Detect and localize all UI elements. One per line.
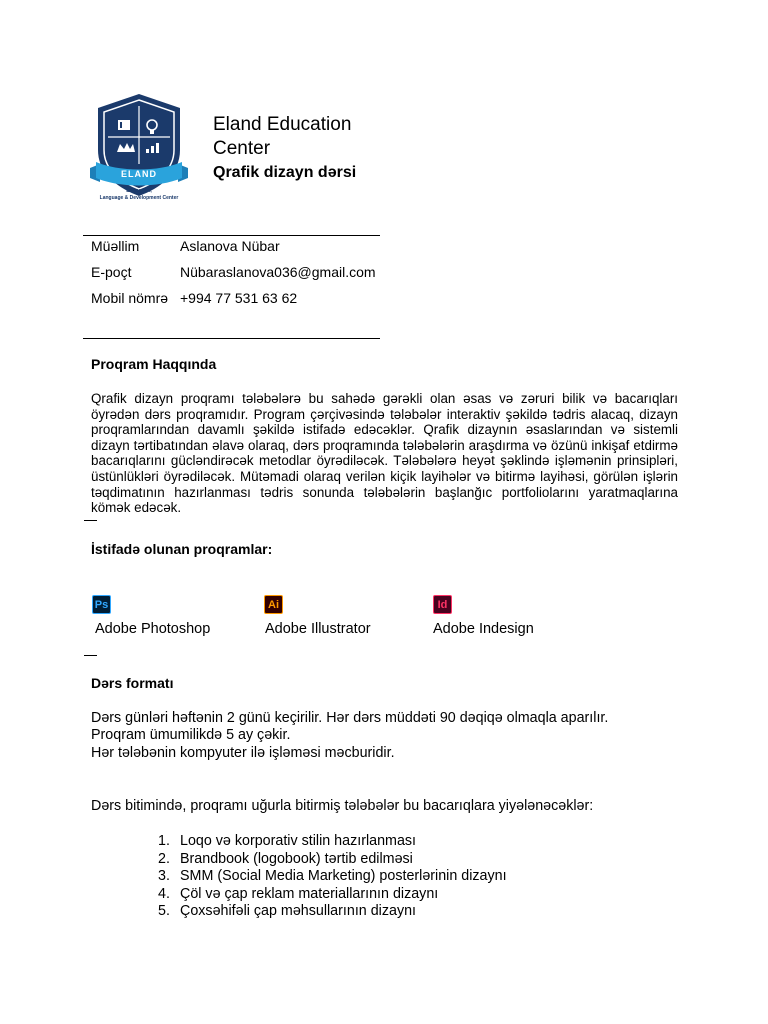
outcomes-intro: Dərs bitimində, proqramı uğurla bitirmiş tələbələr bu bacarıqlara yiyələnəcəklər:	[91, 798, 594, 814]
course-subtitle: Qrafik dizayn dərsi	[213, 164, 357, 181]
outcomes-list	[158, 833, 507, 921]
teacher-value: Aslanova Nübar	[180, 238, 280, 254]
table-bottom-divider	[83, 338, 380, 339]
format-heading: Dərs formatı	[91, 675, 174, 691]
logo-tagline-2: Language & Development Center	[99, 195, 179, 201]
margin-mark	[84, 520, 97, 521]
logo-brand-text: ELAND	[121, 169, 157, 179]
indesign-icon: Id	[433, 595, 452, 614]
list-item	[158, 833, 507, 851]
list-number: 2.	[158, 850, 170, 867]
list-text: Çöl və çap reklam materiallarının dizaynı	[180, 885, 439, 902]
logo-tagline-1: Education,	[126, 188, 152, 194]
list-item	[158, 868, 507, 886]
software-heading: İstifadə olunan proqramlar:	[91, 541, 273, 557]
illustrator-icon: Ai	[264, 595, 283, 614]
list-number: 5.	[158, 903, 170, 920]
list-text: Çoxsəhifəli çap məhsullarının dizaynı	[180, 903, 417, 920]
table-top-divider	[83, 235, 380, 236]
list-item	[158, 903, 507, 921]
photoshop-icon: Ps	[92, 595, 111, 614]
email-label: E-poçt	[91, 264, 132, 280]
list-number: 3.	[158, 868, 170, 885]
margin-mark	[84, 655, 97, 656]
teacher-label: Müəllim	[91, 238, 140, 254]
list-text: Loqo və korporativ stilin hazırlanması	[180, 833, 417, 849]
format-line-3: Hər tələbənin kompyuter ilə işləməsi məcburidir.	[91, 745, 395, 761]
photoshop-label: Adobe Photoshop	[95, 621, 211, 637]
email-value: Nübaraslanova036@gmail.com	[180, 264, 376, 280]
eland-logo	[90, 92, 188, 204]
phone-value: +994 77 531 63 62	[180, 290, 298, 306]
page-title: Eland Education Center	[213, 114, 352, 159]
indesign-label: Adobe Indesign	[433, 621, 534, 637]
format-line-1: Dərs günləri həftənin 2 günü keçirilir. Hər dərs müddəti 90 dəqiqə olmaqla aparılır.	[91, 710, 609, 726]
list-number: 1.	[158, 833, 170, 849]
list-item	[158, 886, 507, 904]
about-paragraph: Qrafik dizayn proqramı tələbələrə bu sahədə gərəkli olan əsas və zəruri bilik və bacarıqları öyrədən dərs proqramıdır. Program çərçivəsində tələbələr interaktiv şəkildə tədris alacaq, dizayn proqramlarından davamlı şəkildə istifadə edəcəklər. Qrafik dizaynın əsaslarından və sistemli dizayn tərtibatından əlavə olaraq, dərs proqramında tələbələrin araşdırma və özünü inkişaf etdirmə bacarıqlarını gücləndirəcək metodlar öyrədiləcək. Tələbələrə heyət şəklində işləmənin prinsipləri, üstünlükləri öyrədiləcək. Mütəmadi olaraq verilən kiçik layihələr və bitirmə layihəsi, görülən işlərin təqdimatının hazırlanması tədris sonunda tələbələrin başlanğıc portfoliolarını yaratmaqlarına kömək edəcək.	[91, 391, 678, 516]
list-text: Brandbook (logobook) tərtib edilməsi	[180, 850, 413, 867]
list-text: SMM (Social Media Marketing) posterlərinin dizaynı	[180, 868, 507, 885]
list-number: 4.	[158, 885, 170, 902]
illustrator-label: Adobe Illustrator	[265, 621, 371, 637]
about-heading: Proqram Haqqında	[91, 356, 217, 372]
list-item	[158, 851, 507, 869]
phone-label: Mobil nömrə	[91, 290, 169, 306]
format-line-2: Proqram ümumilikdə 5 ay çəkir.	[91, 727, 291, 743]
